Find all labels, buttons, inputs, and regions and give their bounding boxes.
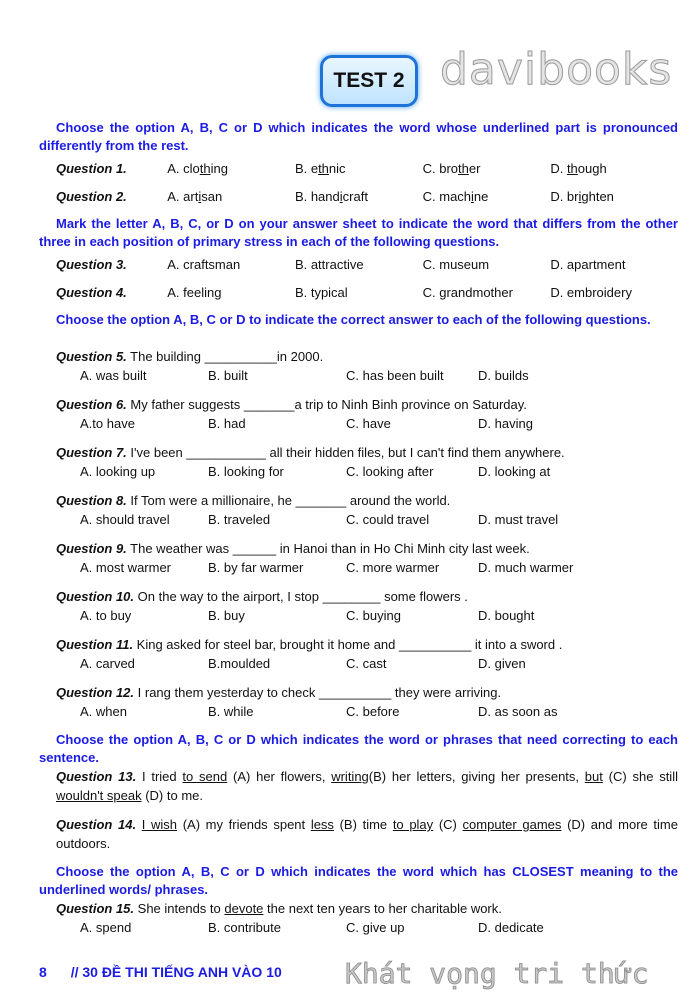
text-segment: C. grandmother [422,285,513,300]
question-label: Question 9. [56,541,127,556]
text-segment: A. clo [167,161,200,176]
section-instruction: Choose the option A, B, C or D to indicate the correct answer to each of the following questions. [56,312,651,327]
answer-option [208,606,346,625]
question-label: Question 3. [56,257,127,272]
text-segment: (C) [433,817,463,832]
underlined-segment: i [578,189,582,204]
question-stem [56,635,678,654]
text-segment: C. buying [346,608,401,623]
answer-option [346,414,478,433]
text-segment: I've been ___________ all their hidden files, but I can't find them anywhere. [126,445,565,460]
underlined-segment: to play [392,817,434,832]
question-stem [56,443,678,462]
text-segment: D. apartment [550,257,626,272]
text-segment: A. art [167,189,199,204]
answer-option [550,284,678,302]
answer-option [423,256,551,274]
question-stem [56,347,678,366]
answer-option [208,510,346,529]
answer-option [346,366,478,385]
text-segment: A. carved [80,656,135,671]
answer-option [295,160,423,178]
question-stem [56,587,678,606]
text-segment: D. as soon as [478,704,558,719]
question-label: Question 12. [56,685,135,700]
answer-option [167,284,295,302]
text-segment: C. have [346,416,391,431]
text-segment: D. bought [478,608,535,623]
text-segment: B. hand [294,189,340,204]
text-segment: C. cast [346,656,387,671]
section-instruction: Choose the option A, B, C or D which indicates the word which has CLOSEST meaning to the underlined words/ phrases. [39,864,678,897]
text-segment: A. spend [80,920,132,935]
question-row [39,183,678,211]
text-segment: A.to have [80,416,135,431]
underlined-segment: th [566,161,578,176]
answer-option [208,462,346,481]
text-segment: nic [328,161,346,176]
section [39,311,678,721]
answer-option [80,510,208,529]
answer-option [478,462,550,481]
text-segment: King asked for steel bar, brought it home and __________ it into a sword . [133,637,563,652]
question-block [39,443,678,481]
answer-option [478,702,558,721]
answer-option [478,414,533,433]
text-segment: C. more warmer [346,560,440,575]
text-segment: A. when [80,704,127,719]
text-segment: D. [550,161,567,176]
text-segment: D. having [478,416,533,431]
question-label: Question 11. [56,637,134,652]
underlined-segment: i [198,189,202,204]
text-segment: (B) her letters, giving her presents, [368,769,585,784]
text-segment: san [201,189,223,204]
underlined-segment: th [199,161,211,176]
question-label: Question 5. [56,349,127,364]
underlined-segment: th [458,161,469,176]
underlined-segment: writing [331,769,369,784]
answer-option [346,702,478,721]
text-segment: B. while [208,704,254,719]
text-segment: D. looking at [478,464,551,479]
question-label: Question 4. [56,285,127,300]
answer-options [56,654,678,673]
text-segment: B. traveled [208,512,271,527]
section [39,863,678,937]
text-segment: ing [210,161,228,176]
question-label: Question 7. [56,445,127,460]
question-block [39,635,678,673]
question-stem [56,815,678,853]
answer-option [208,654,346,673]
answer-option [208,702,346,721]
answer-option [80,606,208,625]
question-row [39,279,678,307]
answer-option [346,918,478,937]
answer-option [346,510,478,529]
text-segment: C. bro [422,161,459,176]
text-segment: B. e [294,161,319,176]
text-segment: C. museum [422,257,490,272]
text-segment: A. most warmer [80,560,172,575]
text-segment: (D) and more time outdoors. [56,817,678,851]
page-footer [39,964,282,980]
answer-options [56,558,678,577]
question-label: Question 1. [56,161,127,176]
text-segment: A. feeling [167,285,222,300]
text-segment: (D) to me. [141,788,203,803]
underlined-segment: wouldn't speak [56,788,142,803]
text-segment: C. mach [422,189,472,204]
answer-options [56,606,678,625]
page-number: 8 [39,964,47,980]
text-segment: B. by far warmer [208,560,304,575]
answer-option [295,284,423,302]
answer-option [80,654,208,673]
text-segment: ough [577,161,607,176]
question-stem [56,395,678,414]
text-segment: I tried [136,769,183,784]
text-segment: (B) time [333,817,393,832]
question-block [39,491,678,529]
text-segment: B. typical [294,285,348,300]
answer-options [56,510,678,529]
answer-options [56,918,678,937]
underlined-segment: less [310,817,334,832]
section [39,119,678,211]
text-segment: A. was built [80,368,147,383]
question-content [39,119,678,947]
text-segment: A. looking up [80,464,156,479]
text-segment: (A) my friends spent [177,817,311,832]
underlined-segment: I wish [141,817,178,832]
text-segment: craft [342,189,368,204]
answer-option [346,654,478,673]
question-row [39,155,678,183]
question-block [39,347,678,385]
answer-option [478,510,558,529]
question-label: Question 8. [56,493,127,508]
answer-option [80,366,208,385]
answer-option [167,160,295,178]
text-segment: B. attractive [294,257,364,272]
question-block [39,815,678,853]
watermark-brand: davibooks [440,44,673,95]
question-stem [56,767,678,805]
question-block [39,395,678,433]
answer-option [295,256,423,274]
text-segment: B.moulded [208,656,271,671]
answer-options [56,366,678,385]
text-segment: A. to buy [80,608,132,623]
answer-options [56,414,678,433]
text-segment: the next ten years to her charitable work. [263,901,502,916]
text-segment: B. built [208,368,248,383]
question-label: Question 14. [56,817,137,832]
text-segment: C. give up [346,920,405,935]
text-segment: If Tom were a millionaire, he _______ around the world. [126,493,451,508]
section-instruction: Choose the option A, B, C or D which indicates the word whose underlined part is pronounced differently from the rest. [39,120,678,153]
text-segment: ne [473,189,489,204]
question-block [39,767,678,805]
text-segment: C. has been built [346,368,444,383]
answer-option [80,918,208,937]
answer-option [478,606,534,625]
text-segment: A. should travel [80,512,170,527]
answer-option [478,654,526,673]
question-label: Question 6. [56,397,127,412]
text-segment: I rang them yesterday to check __________ they were arriving. [134,685,502,700]
text-segment: D. much warmer [478,560,574,575]
answer-option [550,160,678,178]
text-segment: The building __________in 2000. [126,349,324,364]
answer-option [423,284,551,302]
text-segment: C. could travel [346,512,430,527]
question-block [39,899,678,937]
text-segment: She intends to [134,901,225,916]
question-label: Question 2. [56,189,127,204]
question-stem [56,491,678,510]
text-segment: D. dedicate [478,920,544,935]
text-segment: ghten [581,189,614,204]
answer-option [346,462,478,481]
answer-option [167,188,295,206]
answer-option [478,558,573,577]
section [39,215,678,307]
answer-option [80,462,208,481]
answer-option [346,606,478,625]
underlined-segment: i [471,189,474,204]
answer-option [423,188,551,206]
answer-option [478,366,529,385]
underlined-segment: but [584,769,603,784]
text-segment: (C) she still [602,769,678,784]
answer-option [208,414,346,433]
text-segment: C. before [346,704,400,719]
underlined-segment: computer games [462,817,562,832]
text-segment: er [468,161,481,176]
underlined-segment: devote [224,901,264,916]
text-segment: On the way to the airport, I stop ________ some flowers . [134,589,468,604]
text-segment: My father suggests _______a trip to Ninh Binh province on Saturday. [126,397,527,412]
text-segment: B. buy [208,608,245,623]
text-segment: D. builds [478,368,529,383]
text-segment: D. given [478,656,526,671]
underlined-segment: i [339,189,343,204]
answer-option [80,702,208,721]
text-segment: B. looking for [208,464,284,479]
underlined-segment: th [318,161,329,176]
answer-option [167,256,295,274]
answer-option [295,188,423,206]
question-block [39,539,678,577]
text-segment: D. must travel [478,512,559,527]
section-instruction: Choose the option A, B, C or D which indicates the word or phrases that need correcting to each sentence. [39,732,678,765]
question-label: Question 10. [56,589,135,604]
text-segment: C. looking after [346,464,434,479]
answer-option [550,256,678,274]
text-segment: D. embroidery [550,285,632,300]
answer-option [550,188,678,206]
answer-option [208,366,346,385]
answer-option [346,558,478,577]
test-title: TEST 2 [333,69,405,92]
underlined-segment: to send [182,769,228,784]
text-segment: B. contribute [208,920,281,935]
question-stem [56,899,678,918]
text-segment: D. br [550,189,579,204]
watermark-slogan: Khát vọng tri thức [345,957,649,990]
question-label: Question 15. [56,901,135,916]
text-segment: A. craftsman [167,257,241,272]
answer-options [56,702,678,721]
answer-options [56,462,678,481]
question-label: Question 13. [56,769,137,784]
answer-option [80,414,208,433]
answer-option [208,558,346,577]
question-row [39,251,678,279]
answer-option [80,558,208,577]
section-instruction: Mark the letter A, B, C, or D on your answer sheet to indicate the word that differs from the other three in each position of primary stress in each of the following questions. [39,216,678,249]
text-segment: B. had [208,416,246,431]
question-stem [56,539,678,558]
question-block [39,587,678,625]
question-stem [56,683,678,702]
text-segment: (A) her flowers, [227,769,332,784]
book-title: // 30 ĐỀ THI TIẾNG ANH VÀO 10 [70,964,282,980]
answer-option [208,918,346,937]
question-block [39,683,678,721]
test-title-badge [320,55,418,107]
text-segment: The weather was ______ in Hanoi than in Ho Chi Minh city last week. [126,541,530,556]
answer-option [478,918,544,937]
section [39,731,678,853]
answer-option [423,160,551,178]
